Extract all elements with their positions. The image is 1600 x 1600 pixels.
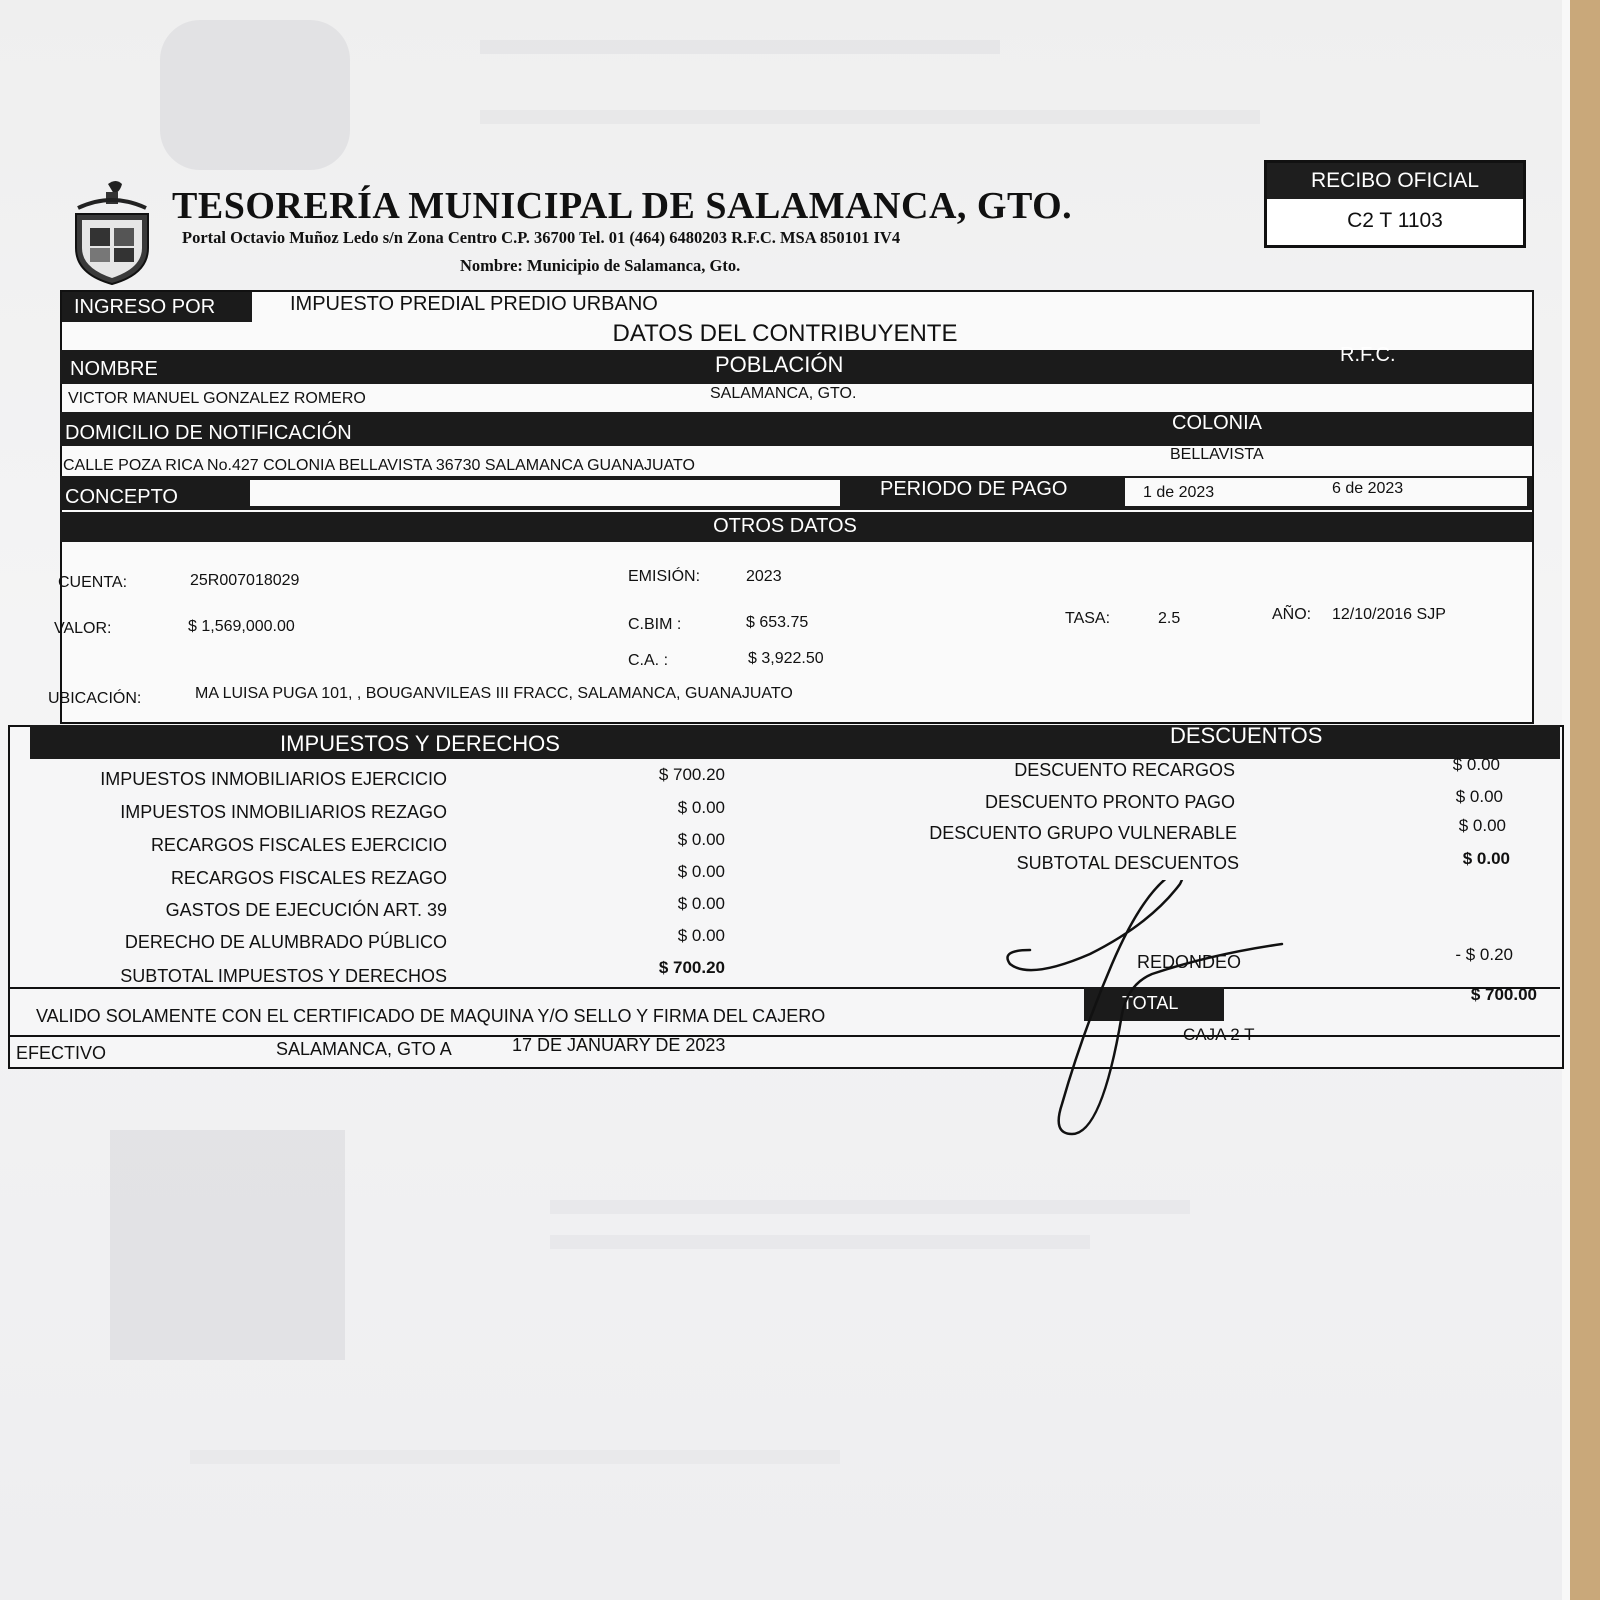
impuesto-label: IMPUESTOS INMOBILIARIOS EJERCICIO	[100, 769, 447, 789]
valor-value: $ 1,569,000.00	[188, 618, 295, 635]
impuesto-label: RECARGOS FISCALES REZAGO	[170, 868, 447, 888]
ca-label: C.A. :	[628, 652, 669, 669]
impuesto-amount: $ 0.00	[677, 798, 725, 817]
colonia-label: COLONIA	[1172, 412, 1263, 434]
lugar: SALAMANCA, GTO A	[276, 1039, 452, 1059]
emision-value: 2023	[746, 568, 782, 585]
ubicacion-label: UBICACIÓN:	[48, 690, 142, 707]
descuentos-subtotal-label: SUBTOTAL DESCUENTOS	[1016, 853, 1239, 873]
impuesto-amount: $ 0.00	[677, 894, 725, 913]
receipt-number: C2 T 1103	[1347, 209, 1443, 232]
redondeo-value: - $ 0.20	[1455, 945, 1513, 964]
ca-value: $ 3,922.50	[748, 650, 824, 667]
cbim-value: $ 653.75	[746, 614, 809, 631]
cuenta-label: CUENTA:	[58, 574, 128, 591]
tasa-value: 2.5	[1158, 610, 1181, 627]
concepto-field	[250, 480, 840, 506]
otros-title: OTROS DATOS	[713, 515, 857, 537]
valido-note: VALIDO SOLAMENTE CON EL CERTIFICADO DE MAQUINA Y/O SELLO Y FIRMA DEL CAJERO	[36, 1006, 826, 1026]
ghost-seal	[160, 20, 350, 170]
ghost-line	[550, 1200, 1190, 1214]
periodo-desde: 1 de 2023	[1143, 484, 1215, 501]
cuenta-value: 25R007018029	[190, 572, 300, 589]
receipt-number-label: RECIBO OFICIAL	[1267, 163, 1523, 199]
anio-value: 12/10/2016 SJP	[1332, 606, 1446, 623]
fecha: 17 DE JANUARY DE 2023	[512, 1035, 726, 1055]
rfc-label: R.F.C.	[1340, 344, 1396, 366]
ghost-line	[480, 110, 1260, 124]
receipt-number-box	[1264, 160, 1526, 248]
footer-rule	[8, 987, 1560, 989]
contribuyente-colonia: BELLAVISTA	[1170, 446, 1264, 463]
issuer-title: TESORERÍA MUNICIPAL DE SALAMANCA, GTO.	[172, 185, 1073, 227]
redondeo-label: REDONDEO	[1136, 952, 1241, 972]
impuesto-amount: $ 0.00	[677, 830, 725, 849]
descuento-amount: $ 0.00	[1455, 787, 1503, 806]
ghost-line	[480, 40, 1000, 54]
descuento-amount: $ 0.00	[1452, 755, 1500, 774]
impuesto-amount: $ 0.00	[677, 862, 725, 881]
descuentos-subtotal: $ 0.00	[1462, 849, 1510, 868]
caja: CAJA 2 T	[1183, 1025, 1255, 1044]
ingreso-label: INGRESO POR	[74, 296, 216, 318]
impuesto-amount: $ 700.20	[658, 765, 725, 784]
ghost-line	[550, 1235, 1090, 1249]
impuesto-label: DERECHO DE ALUMBRADO PÚBLICO	[124, 932, 447, 952]
contribuyente-poblacion: SALAMANCA, GTO.	[710, 385, 857, 402]
impuestos-subtotal-label: SUBTOTAL IMPUESTOS Y DERECHOS	[120, 966, 447, 986]
descuento-label: DESCUENTO GRUPO VULNERABLE	[929, 823, 1237, 843]
nombre-label: NOMBRE	[70, 358, 158, 380]
contribuyente-title: DATOS DEL CONTRIBUYENTE	[612, 320, 958, 347]
impuesto-label: RECARGOS FISCALES EJERCICIO	[150, 835, 447, 855]
poblacion-label: POBLACIÓN	[715, 352, 844, 377]
totals-header-bar	[30, 725, 1560, 759]
ghost-line	[190, 1450, 840, 1464]
anio-label: AÑO:	[1272, 606, 1312, 623]
ingreso-value: IMPUESTO PREDIAL PREDIO URBANO	[290, 293, 658, 315]
impuestos-subtotal: $ 700.20	[658, 958, 725, 977]
total-amount: $ 700.00	[1470, 985, 1537, 1004]
impuesto-label: IMPUESTOS INMOBILIARIOS REZAGO	[120, 802, 447, 822]
tasa-label: TASA:	[1065, 610, 1111, 627]
ghost-qr	[110, 1130, 345, 1360]
contribuyente-domicilio: CALLE POZA RICA No.427 COLONIA BELLAVISTA 36730 SALAMANCA GUANAJUATO	[63, 457, 695, 474]
descuento-amount: $ 0.00	[1458, 816, 1506, 835]
cbim-label: C.BIM :	[628, 616, 682, 633]
issuer-name: Nombre: Municipio de Salamanca, Gto.	[460, 256, 741, 275]
valor-label: VALOR:	[54, 620, 112, 637]
impuestos-title: IMPUESTOS Y DERECHOS	[280, 731, 560, 756]
issuer-address: Portal Octavio Muñoz Ledo s/n Zona Centro C.P. 36700 Tel. 01 (464) 6480203 R.F.C. MSA 850101 IV4	[182, 228, 901, 247]
table-edge	[1570, 0, 1600, 1600]
impuesto-amount: $ 0.00	[677, 926, 725, 945]
emision-label: EMISIÓN:	[628, 568, 701, 585]
forma-pago: EFECTIVO	[16, 1043, 107, 1063]
ubicacion-value: MA LUISA PUGA 101, , BOUGANVILEAS III FRACC, SALAMANCA, GUANAJUATO	[195, 685, 793, 702]
descuento-label: DESCUENTO RECARGOS	[1014, 760, 1235, 780]
concepto-label: CONCEPTO	[65, 486, 178, 508]
contribuyente-nombre: VICTOR MANUEL GONZALEZ ROMERO	[68, 390, 366, 407]
descuentos-title: DESCUENTOS	[1170, 723, 1323, 748]
periodo-label: PERIODO DE PAGO	[880, 478, 1068, 500]
domicilio-label: DOMICILIO DE NOTIFICACIÓN	[65, 422, 352, 444]
periodo-hasta: 6 de 2023	[1332, 480, 1404, 497]
impuesto-label: GASTOS DE EJECUCIÓN ART. 39	[165, 900, 447, 920]
footer-rule	[8, 1035, 1560, 1037]
municipal-coat-of-arms-icon	[68, 178, 158, 288]
total-label: TOTAL	[1122, 993, 1179, 1013]
cashier-signature-icon	[990, 880, 1310, 1140]
descuento-label: DESCUENTO PRONTO PAGO	[984, 792, 1235, 812]
